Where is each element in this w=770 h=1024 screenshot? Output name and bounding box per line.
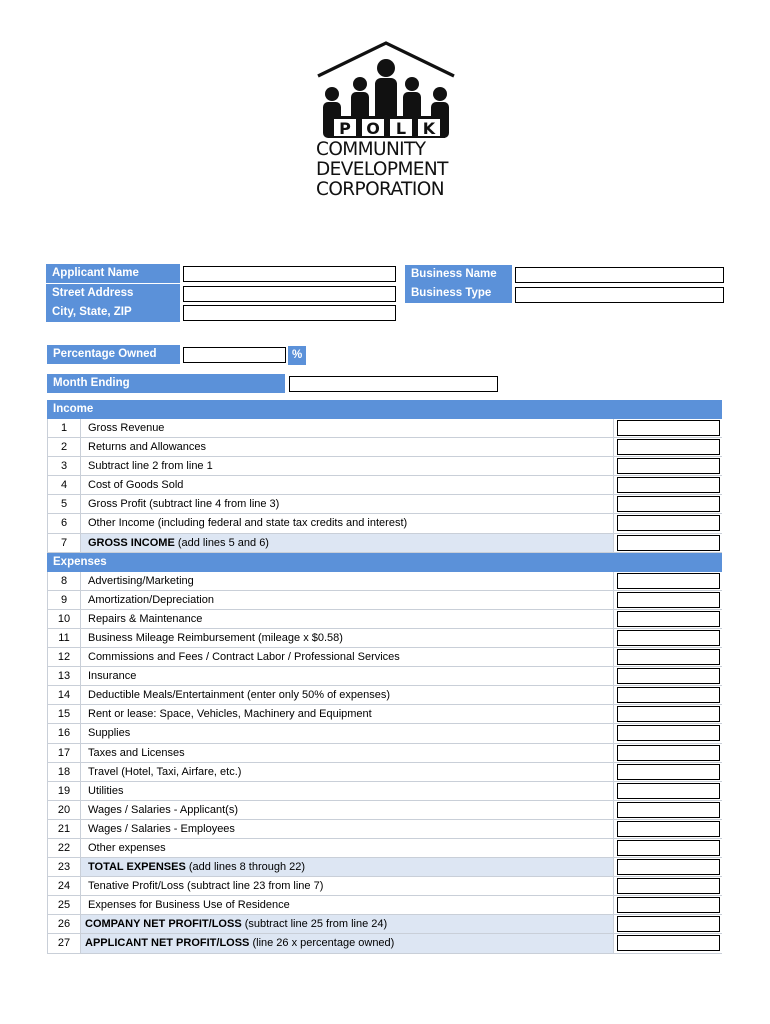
amount-input[interactable]: [617, 496, 720, 512]
line-number: 24: [47, 877, 81, 895]
table-row: [47, 724, 722, 743]
amount-input[interactable]: [617, 878, 720, 894]
logo-letter: L: [395, 119, 407, 138]
business-name-label: Business Name: [405, 265, 512, 284]
income-section-header: Income: [47, 400, 722, 419]
line-number: 7: [47, 534, 81, 552]
month-ending-field[interactable]: [289, 376, 498, 392]
line-description-text: Commissions and Fees / Contract Labor / Professional Services: [88, 651, 400, 664]
street-address-field[interactable]: [183, 286, 396, 302]
line-number: 17: [47, 744, 81, 762]
line-number: 27: [47, 934, 81, 952]
table-row: [47, 572, 722, 591]
amount-input[interactable]: [617, 916, 720, 932]
amount-input[interactable]: [617, 649, 720, 665]
table-row: [47, 648, 722, 667]
line-number: 22: [47, 839, 81, 857]
amount-input[interactable]: [617, 439, 720, 455]
city-state-zip-field[interactable]: [183, 305, 396, 321]
line-number: 19: [47, 782, 81, 800]
amount-input[interactable]: [617, 477, 720, 493]
amount-input[interactable]: [617, 630, 720, 646]
table-row: [47, 686, 722, 705]
line-number: 1: [47, 419, 81, 437]
line-description: [81, 915, 614, 933]
line-description: [81, 534, 614, 552]
amount-input[interactable]: [617, 802, 720, 818]
table-row: [47, 438, 722, 457]
line-number: 15: [47, 705, 81, 723]
line-description: [81, 495, 614, 513]
line-number: 25: [47, 896, 81, 914]
line-description-text: Supplies: [88, 727, 131, 740]
line-description-text: Other Income (including federal and state tax credits and interest): [88, 517, 408, 530]
line-description-text: Travel (Hotel, Taxi, Airfare, etc.): [88, 765, 242, 778]
line-description-text: Repairs & Maintenance: [88, 612, 203, 625]
line-description: [81, 934, 614, 952]
line-number: 18: [47, 763, 81, 781]
profit-loss-table: [47, 400, 722, 954]
line-number: 12: [47, 648, 81, 666]
logo-letter: O: [366, 119, 380, 138]
table-row: [47, 476, 722, 495]
line-description-text: Tenative Profit/Loss (subtract line 23 from line 7): [88, 880, 324, 893]
logo-text-corporation: CORPORATION: [316, 179, 444, 200]
amount-input[interactable]: [617, 764, 720, 780]
table-row: [47, 495, 722, 514]
expenses-section-header: Expenses: [47, 553, 722, 572]
amount-input[interactable]: [617, 535, 720, 551]
logo-text-community: COMMUNITY: [316, 139, 426, 160]
line-description-text: Gross Revenue: [88, 422, 165, 434]
line-number: 26: [47, 915, 81, 933]
line-description-bold: TOTAL EXPENSES: [88, 861, 186, 874]
table-row: [47, 820, 722, 839]
line-description-text: (add lines 5 and 6): [174, 536, 269, 549]
line-description-text: Insurance: [88, 670, 137, 683]
table-row: [47, 667, 722, 686]
line-description: [81, 763, 614, 781]
amount-input[interactable]: [617, 420, 720, 436]
line-number: 5: [47, 495, 81, 513]
table-row: [47, 839, 722, 858]
line-number: 10: [47, 610, 81, 628]
line-description: [81, 858, 614, 876]
line-description: [81, 572, 614, 590]
line-number: 8: [47, 572, 81, 590]
logo-letter: K: [422, 119, 436, 138]
amount-input[interactable]: [617, 840, 720, 856]
line-description: [81, 724, 614, 742]
line-description: [81, 744, 614, 762]
amount-input[interactable]: [617, 668, 720, 684]
line-description-text: Business Mileage Reimbursement (mileage x $0.58): [88, 631, 343, 644]
line-description-text: Utilities: [88, 784, 124, 797]
amount-input[interactable]: [617, 859, 720, 875]
line-description: [81, 896, 614, 914]
amount-input[interactable]: [617, 592, 720, 608]
amount-input[interactable]: [617, 515, 720, 531]
line-description-text: Returns and Allowances: [88, 441, 207, 454]
line-description: [81, 667, 614, 685]
business-type-field[interactable]: [515, 287, 724, 303]
line-description: [81, 457, 614, 475]
line-description-text: Taxes and Licenses: [88, 746, 185, 759]
street-address-label: Street Address: [46, 284, 180, 303]
amount-input[interactable]: [617, 706, 720, 722]
amount-input[interactable]: [617, 573, 720, 589]
amount-input[interactable]: [617, 611, 720, 627]
line-description-text: Deductible Meals/Entertainment (enter only 50% of expenses): [88, 689, 391, 702]
amount-input[interactable]: [617, 745, 720, 761]
line-description: [81, 705, 614, 723]
table-row: [47, 705, 722, 724]
percent-sign: %: [288, 346, 306, 365]
line-description-bold: COMPANY NET PROFIT/LOSS: [85, 918, 242, 931]
applicant-name-label: Applicant Name: [46, 264, 180, 283]
table-row: [47, 763, 722, 782]
line-number: 4: [47, 476, 81, 494]
line-description-text: (line 26 x percentage owned): [249, 937, 395, 950]
table-row: [47, 858, 722, 877]
table-row: [47, 782, 722, 801]
table-row: [47, 934, 722, 953]
table-row: [47, 896, 722, 915]
line-number: 6: [47, 514, 81, 532]
line-description-text: Rent or lease: Space, Vehicles, Machinery and Equipment: [88, 708, 372, 721]
line-description-text: Amortization/Depreciation: [88, 593, 214, 606]
line-number: 21: [47, 820, 81, 838]
line-description-text: Advertising/Marketing: [88, 574, 194, 587]
table-row: [47, 514, 722, 533]
line-description-text: Cost of Goods Sold: [88, 479, 184, 492]
line-description: [81, 629, 614, 647]
percentage-owned-field[interactable]: [183, 347, 286, 363]
table-row: [47, 419, 722, 438]
line-description-bold: GROSS INCOME: [88, 536, 175, 549]
line-description-text: Gross Profit (subtract line 4 from line 3): [88, 498, 280, 511]
line-number: 9: [47, 591, 81, 609]
logo-text-development: DEVELOPMENT: [316, 159, 448, 180]
line-description-text: (add lines 8 through 22): [185, 861, 306, 874]
amount-input[interactable]: [617, 935, 720, 951]
line-description: [81, 514, 614, 532]
line-description: [81, 419, 614, 437]
line-description-text: Other expenses: [88, 841, 166, 854]
line-number: 3: [47, 457, 81, 475]
percentage-owned-label: Percentage Owned: [47, 345, 180, 364]
business-type-label: Business Type: [405, 284, 512, 303]
line-description: [81, 610, 614, 628]
table-row: [47, 801, 722, 820]
line-description: [81, 820, 614, 838]
table-row: [47, 610, 722, 629]
table-row: [47, 457, 722, 476]
table-row: [47, 877, 722, 896]
line-number: 13: [47, 667, 81, 685]
line-description: [81, 591, 614, 609]
line-number: 23: [47, 858, 81, 876]
line-number: 14: [47, 686, 81, 704]
line-number: 11: [47, 629, 81, 647]
line-description-text: Subtract line 2 from line 1: [88, 460, 213, 473]
line-description-text: Wages / Salaries - Employees: [88, 822, 235, 835]
table-row: [47, 534, 722, 553]
line-description: [81, 648, 614, 666]
amount-input[interactable]: [617, 687, 720, 703]
line-number: 20: [47, 801, 81, 819]
table-row: [47, 629, 722, 648]
line-description: [81, 686, 614, 704]
line-description: [81, 877, 614, 895]
city-state-zip-label: City, State, ZIP: [46, 303, 180, 322]
amount-input[interactable]: [617, 725, 720, 741]
logo-letter: P: [339, 119, 351, 138]
line-description-bold: APPLICANT NET PROFIT/LOSS: [85, 937, 250, 950]
month-ending-label: Month Ending: [47, 374, 285, 393]
table-row: [47, 591, 722, 610]
amount-input[interactable]: [617, 783, 720, 799]
table-row: [47, 915, 722, 934]
line-number: 2: [47, 438, 81, 456]
amount-input[interactable]: [617, 821, 720, 837]
business-name-field[interactable]: [515, 267, 724, 283]
line-description-text: (subtract line 25 from line 24): [241, 918, 388, 931]
amount-input[interactable]: [617, 458, 720, 474]
line-description: [81, 839, 614, 857]
applicant-name-field[interactable]: [183, 266, 396, 282]
line-description: [81, 476, 614, 494]
table-row: [47, 744, 722, 763]
line-description: [81, 438, 614, 456]
line-description: [81, 801, 614, 819]
line-description: [81, 782, 614, 800]
amount-input[interactable]: [617, 897, 720, 913]
line-number: 16: [47, 724, 81, 742]
line-description-text: Wages / Salaries - Applicant(s): [88, 803, 238, 816]
line-description-text: Expenses for Business Use of Residence: [88, 899, 290, 912]
